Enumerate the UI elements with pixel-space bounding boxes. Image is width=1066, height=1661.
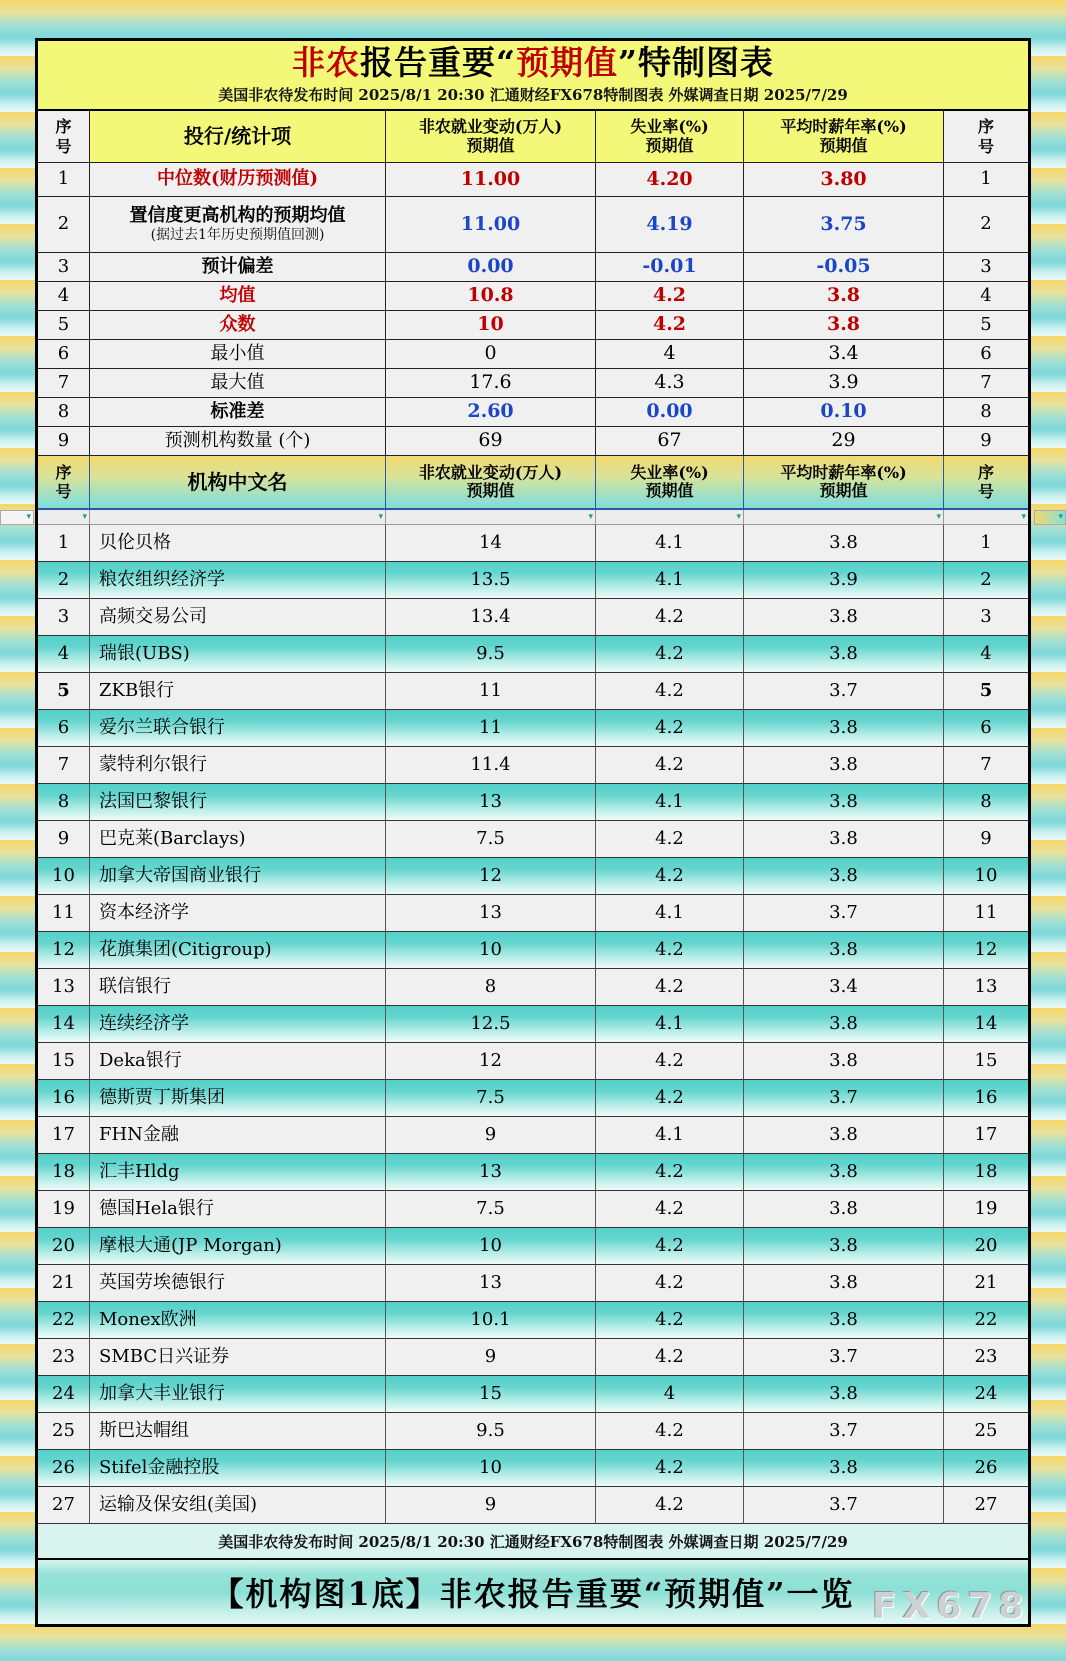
org-index-cell: 16 [38,1080,90,1117]
org-index-cell: 9 [38,821,90,858]
page-title [292,42,774,82]
org-name-cell: 瑞银(UBS) [90,636,386,673]
stats-value-cell: 10.8 [386,282,596,311]
org-value-cell: 4.2 [596,1265,744,1302]
org-name-cell: Stifel金融控股 [90,1450,386,1487]
org-name-cell: 德国Hela银行 [90,1191,386,1228]
stats-index-cell: 6 [944,340,1028,369]
stats-value-cell: 4.2 [596,282,744,311]
org-value-cell: 4.2 [596,1302,744,1339]
org-index-cell: 22 [38,1302,90,1339]
org-value-cell: 3.8 [744,1117,944,1154]
stats-index-cell: 9 [38,427,90,456]
org-row [38,969,1028,1006]
org-value-cell: 4.2 [596,1228,744,1265]
org-index-cell: 11 [944,895,1028,932]
org-value-cell: 10 [386,1450,596,1487]
org-name-cell: 运输及保安组(美国) [90,1487,386,1524]
org-value-cell: 3.7 [744,1080,944,1117]
org-index-cell: 7 [944,747,1028,784]
org-value-cell: 4.1 [596,525,744,562]
org-name-cell: 蒙特利尔银行 [90,747,386,784]
org-index-cell: 22 [944,1302,1028,1339]
stats-label-cell: 中位数(财历预测值) [90,163,386,197]
stats-value-cell: 4.3 [596,369,744,398]
org-index-cell: 6 [38,710,90,747]
spreadsheet [35,38,1031,1627]
org-value-cell: 3.8 [744,821,944,858]
org-index-cell: 7 [38,747,90,784]
org-index-cell: 26 [944,1450,1028,1487]
org-name-cell: Monex欧洲 [90,1302,386,1339]
org-value-cell: 4.2 [596,1450,744,1487]
stats-index-cell: 2 [38,197,90,253]
org-value-cell: 3.8 [744,1265,944,1302]
bottom-banner: 【机构图1底】非农报告重要“预期值”一览 [38,1560,1028,1624]
org-row [38,562,1028,599]
org-value-cell: 3.8 [744,1191,944,1228]
filter-cell [386,510,596,525]
org-index-cell: 12 [944,932,1028,969]
org-value-cell: 4.1 [596,1117,744,1154]
stats-value-cell: 17.6 [386,369,596,398]
org-name-cell: 高频交易公司 [90,599,386,636]
stats-value-cell: 4.20 [596,163,744,197]
stats-label-cell: 众数 [90,311,386,340]
org-row [38,1265,1028,1302]
org-value-cell: 4.2 [596,858,744,895]
stats-value-cell: 3.8 [744,311,944,340]
stats-index-cell: 4 [944,282,1028,311]
org-value-cell: 3.8 [744,858,944,895]
org-index-cell: 25 [38,1413,90,1450]
org-name-cell: FHN金融 [90,1117,386,1154]
filter-cell [90,510,386,525]
stats-table-body [38,163,1028,456]
org-index-cell: 18 [38,1154,90,1191]
org-name-cell: 连续经济学 [90,1006,386,1043]
stats-value-cell: 29 [744,427,944,456]
org-value-cell: 3.9 [744,562,944,599]
org-value-cell: 7.5 [386,1080,596,1117]
org-name-cell: 花旗集团(Citigroup) [90,932,386,969]
stats-value-cell: 11.00 [386,163,596,197]
stats-label-cell: 均值 [90,282,386,311]
org-value-cell: 13 [386,895,596,932]
org-index-cell: 15 [944,1043,1028,1080]
org-index-cell: 23 [944,1339,1028,1376]
org-value-cell: 3.8 [744,747,944,784]
org-value-cell: 9 [386,1339,596,1376]
stats-index-cell: 3 [944,253,1028,282]
org-value-cell: 4.2 [596,969,744,1006]
org-index-cell: 17 [38,1117,90,1154]
title-block [38,41,1028,111]
org-value-cell: 4.2 [596,1413,744,1450]
org-value-cell: 3.8 [744,932,944,969]
stats-row [38,282,1028,311]
org-index-cell: 19 [944,1191,1028,1228]
org-value-cell: 3.8 [744,1376,944,1413]
stats-index-cell: 7 [944,369,1028,398]
org-value-cell: 15 [386,1376,596,1413]
stats-label-cell: 预计偏差 [90,253,386,282]
org-row [38,821,1028,858]
stats-index-cell: 1 [38,163,90,197]
stats-index-cell: 5 [944,311,1028,340]
org-value-cell: 7.5 [386,1191,596,1228]
org-row [38,1191,1028,1228]
org-value-cell: 8 [386,969,596,1006]
footer-note: 美国非农待发布时间 2025/8/1 20:30 汇通财经FX678特制图表 外媒调查日期 2025/7/29 [38,1524,1028,1560]
stats-value-cell: 3.8 [744,282,944,311]
org-index-cell: 13 [38,969,90,1006]
stats-row [38,369,1028,398]
org-value-cell: 3.8 [744,1043,944,1080]
stats-value-cell: 10 [386,311,596,340]
org-value-cell: 12.5 [386,1006,596,1043]
org-header-nfp: 非农就业变动(万人) 预期值 [386,456,596,510]
org-index-cell: 14 [38,1006,90,1043]
org-index-cell: 1 [944,525,1028,562]
stats-row [38,311,1028,340]
org-name-cell: 爱尔兰联合银行 [90,710,386,747]
stats-value-cell: 67 [596,427,744,456]
org-index-cell: 17 [944,1117,1028,1154]
stats-index-cell: 6 [38,340,90,369]
org-index-cell: 20 [944,1228,1028,1265]
org-name-cell: Deka银行 [90,1043,386,1080]
org-name-cell: 斯巴达帽组 [90,1413,386,1450]
org-value-cell: 11 [386,673,596,710]
org-index-cell: 4 [944,636,1028,673]
org-value-cell: 3.8 [744,599,944,636]
stats-value-cell: -0.01 [596,253,744,282]
org-value-cell: 13.5 [386,562,596,599]
org-value-cell: 13.4 [386,599,596,636]
stats-label-cell: 标准差 [90,398,386,427]
filter-cell [596,510,744,525]
org-row [38,1117,1028,1154]
org-row [38,1487,1028,1524]
stats-index-cell: 1 [944,163,1028,197]
org-value-cell: 10.1 [386,1302,596,1339]
stats-value-cell: 3.75 [744,197,944,253]
org-value-cell: 3.7 [744,895,944,932]
org-index-cell: 25 [944,1413,1028,1450]
org-header-index-left: 序 号 [38,456,90,510]
org-index-cell: 3 [944,599,1028,636]
org-index-cell: 27 [944,1487,1028,1524]
org-value-cell: 9.5 [386,1413,596,1450]
org-index-cell: 21 [38,1265,90,1302]
filter-dropdown-icon[interactable]: ▾ [378,511,383,522]
org-value-cell: 4.2 [596,1487,744,1524]
title-seg-red2: 预期值 [516,42,618,82]
org-row [38,1154,1028,1191]
org-index-cell: 26 [38,1450,90,1487]
org-index-cell: 16 [944,1080,1028,1117]
stats-value-cell: 69 [386,427,596,456]
org-value-cell: 3.8 [744,1154,944,1191]
org-value-cell: 4 [596,1376,744,1413]
org-value-cell: 4.2 [596,1191,744,1228]
filter-dropdown-icon[interactable]: ▾ [1058,512,1063,522]
org-value-cell: 3.8 [744,525,944,562]
org-value-cell: 4.2 [596,710,744,747]
org-row [38,1006,1028,1043]
org-row [38,673,1028,710]
stats-index-cell: 2 [944,197,1028,253]
org-row [38,1376,1028,1413]
org-value-cell: 3.8 [744,710,944,747]
org-value-cell: 3.8 [744,1006,944,1043]
org-index-cell: 21 [944,1265,1028,1302]
org-index-cell: 18 [944,1154,1028,1191]
org-value-cell: 10 [386,932,596,969]
org-index-cell: 2 [944,562,1028,599]
org-value-cell: 4.2 [596,1339,744,1376]
org-index-cell: 13 [944,969,1028,1006]
org-name-cell: 巴克莱(Barclays) [90,821,386,858]
org-index-cell: 27 [38,1487,90,1524]
org-row [38,1302,1028,1339]
stats-header-row [38,111,1028,163]
org-index-cell: 15 [38,1043,90,1080]
org-value-cell: 4.2 [596,1154,744,1191]
org-value-cell: 3.8 [744,1450,944,1487]
org-value-cell: 3.8 [744,636,944,673]
stats-row [38,197,1028,253]
fx678-watermark: FX678 [872,1586,1030,1627]
org-row [38,1080,1028,1117]
org-value-cell: 4.1 [596,1006,744,1043]
org-value-cell: 13 [386,1265,596,1302]
stats-row [38,253,1028,282]
stats-index-cell: 4 [38,282,90,311]
stats-header-index-right: 序 号 [944,111,1028,163]
org-value-cell: 3.8 [744,784,944,821]
filter-cell [744,510,944,525]
filter-dropdown-icon[interactable]: ▾ [82,511,87,522]
stats-row [38,427,1028,456]
org-header-earnings: 平均时薪年率(%) 预期值 [744,456,944,510]
org-value-cell: 13 [386,1154,596,1191]
org-value-cell: 10 [386,1228,596,1265]
stats-label-cell: 置信度更高机构的预期均值 (据过去1年历史预期值回测) [90,197,386,253]
org-header-row [38,456,1028,510]
org-name-cell: 德斯贾丁斯集团 [90,1080,386,1117]
stats-value-cell: 0 [386,340,596,369]
stats-index-cell: 5 [38,311,90,340]
org-value-cell: 4.2 [596,673,744,710]
org-value-cell: 4.1 [596,895,744,932]
stats-value-cell: 4.2 [596,311,744,340]
org-index-cell: 23 [38,1339,90,1376]
filter-cell [944,510,1028,525]
org-value-cell: 12 [386,858,596,895]
org-row [38,895,1028,932]
org-index-cell: 11 [38,895,90,932]
org-header-index-right: 序 号 [944,456,1028,510]
org-index-cell: 9 [944,821,1028,858]
stats-row [38,340,1028,369]
title-seg-black1: 报告重要“ [360,42,516,82]
title-seg-black2: ”特制图表 [618,42,774,82]
org-name-cell: 联信银行 [90,969,386,1006]
org-value-cell: 4.2 [596,599,744,636]
org-index-cell: 24 [38,1376,90,1413]
org-value-cell: 4.2 [596,1043,744,1080]
org-name-cell: 法国巴黎银行 [90,784,386,821]
title-seg-red1: 非农 [292,42,361,82]
org-row [38,599,1028,636]
stats-label-cell: 最大值 [90,369,386,398]
stats-index-cell: 8 [944,398,1028,427]
org-row [38,1413,1028,1450]
stats-value-cell: -0.05 [744,253,944,282]
org-index-cell: 20 [38,1228,90,1265]
filter-dropdown-icon[interactable]: ▾ [588,511,593,522]
org-index-cell: 3 [38,599,90,636]
filter-cell [38,510,90,525]
org-index-cell: 19 [38,1191,90,1228]
stats-value-cell: 0.10 [744,398,944,427]
org-row [38,710,1028,747]
org-name-cell: 加拿大丰业银行 [90,1376,386,1413]
org-name-cell: 摩根大通(JP Morgan) [90,1228,386,1265]
org-name-cell: 粮农组织经济学 [90,562,386,599]
org-name-cell: 英国劳埃德银行 [90,1265,386,1302]
org-row [38,858,1028,895]
org-row [38,932,1028,969]
org-value-cell: 3.7 [744,673,944,710]
org-value-cell: 4.1 [596,562,744,599]
stats-header-unemployment: 失业率(%) 预期值 [596,111,744,163]
org-name-cell: SMBC日兴证券 [90,1339,386,1376]
org-value-cell: 3.4 [744,969,944,1006]
org-value-cell: 3.7 [744,1339,944,1376]
org-value-cell: 4.2 [596,636,744,673]
org-index-cell: 10 [944,858,1028,895]
org-index-cell: 6 [944,710,1028,747]
stats-value-cell: 4 [596,340,744,369]
org-row [38,1339,1028,1376]
stats-value-cell: 0.00 [596,398,744,427]
stats-header-index-left: 序 号 [38,111,90,163]
filter-cell-outside-left [0,510,34,525]
org-value-cell: 4.2 [596,821,744,858]
org-value-cell: 3.8 [744,1302,944,1339]
org-value-cell: 11.4 [386,747,596,784]
filter-dropdown-icon[interactable]: ▾ [26,512,31,522]
org-index-cell: 10 [38,858,90,895]
org-header-unemployment: 失业率(%) 预期值 [596,456,744,510]
filter-dropdown-icon[interactable]: ▾ [1021,511,1026,522]
org-value-cell: 4.2 [596,932,744,969]
org-index-cell: 8 [38,784,90,821]
stats-value-cell: 3.9 [744,369,944,398]
org-index-cell: 14 [944,1006,1028,1043]
org-index-cell: 24 [944,1376,1028,1413]
stats-value-cell: 2.60 [386,398,596,427]
org-index-cell: 8 [944,784,1028,821]
org-header-name: 机构中文名 [90,456,386,510]
stats-index-cell: 9 [944,427,1028,456]
org-value-cell: 13 [386,784,596,821]
org-index-cell: 5 [38,673,90,710]
stats-label-cell: 最小值 [90,340,386,369]
org-row [38,1450,1028,1487]
org-value-cell: 7.5 [386,821,596,858]
org-value-cell: 3.7 [744,1487,944,1524]
org-row [38,784,1028,821]
org-row [38,525,1028,562]
org-table-body [38,525,1028,1524]
org-value-cell: 3.7 [744,1413,944,1450]
org-index-cell: 5 [944,673,1028,710]
stats-value-cell: 4.19 [596,197,744,253]
stats-value-cell: 3.80 [744,163,944,197]
org-index-cell: 2 [38,562,90,599]
org-name-cell: 加拿大帝国商业银行 [90,858,386,895]
org-value-cell: 11 [386,710,596,747]
stats-header-earnings: 平均时薪年率(%) 预期值 [744,111,944,163]
org-name-cell: 资本经济学 [90,895,386,932]
stats-value-cell: 3.4 [744,340,944,369]
org-name-cell: ZKB银行 [90,673,386,710]
stats-header-name: 投行/统计项 [90,111,386,163]
org-value-cell: 9.5 [386,636,596,673]
stats-header-nfp: 非农就业变动(万人) 预期值 [386,111,596,163]
title-subtitle: 美国非农待发布时间 2025/8/1 20:30 汇通财经FX678特制图表 外媒调查日期 2025/7/29 [218,86,848,105]
filter-dropdown-icon[interactable]: ▾ [936,511,941,522]
org-value-cell: 14 [386,525,596,562]
org-value-cell: 4.1 [596,784,744,821]
stats-index-cell: 7 [38,369,90,398]
org-name-cell: 汇丰Hldg [90,1154,386,1191]
org-row [38,747,1028,784]
stats-index-cell: 3 [38,253,90,282]
stats-row [38,398,1028,427]
org-row [38,1043,1028,1080]
org-index-cell: 12 [38,932,90,969]
org-value-cell: 9 [386,1487,596,1524]
stats-label-cell: 预测机构数量 (个) [90,427,386,456]
org-index-cell: 1 [38,525,90,562]
org-value-cell: 12 [386,1043,596,1080]
org-value-cell: 9 [386,1117,596,1154]
org-row [38,1228,1028,1265]
stats-value-cell: 11.00 [386,197,596,253]
filter-dropdown-icon[interactable]: ▾ [736,511,741,522]
org-value-cell: 3.8 [744,1228,944,1265]
org-value-cell: 4.2 [596,1080,744,1117]
stats-row [38,163,1028,197]
filter-row [38,510,1028,525]
filter-cell-outside-right [1034,510,1066,525]
org-row [38,636,1028,673]
stats-value-cell: 0.00 [386,253,596,282]
org-name-cell: 贝伦贝格 [90,525,386,562]
org-value-cell: 4.2 [596,747,744,784]
org-index-cell: 4 [38,636,90,673]
stats-index-cell: 8 [38,398,90,427]
